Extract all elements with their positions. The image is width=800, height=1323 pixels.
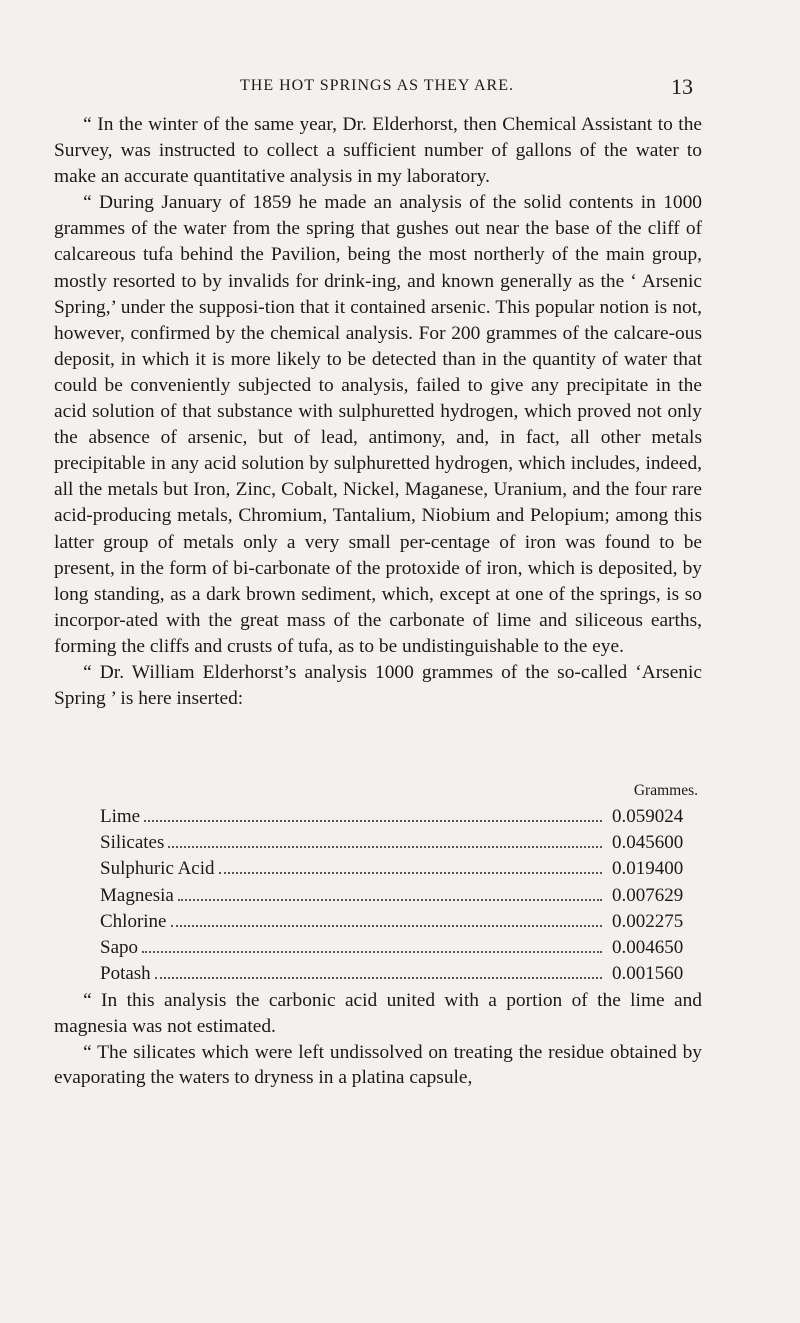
table-row — [100, 911, 704, 937]
substance-value: 0.001560 — [612, 963, 684, 985]
substance-value: 0.045600 — [612, 832, 684, 854]
substance-value: 0.002275 — [612, 910, 684, 932]
dot-leader — [168, 846, 602, 848]
substance-name: Chlorine — [100, 910, 167, 932]
page-number: 13 — [671, 74, 693, 99]
substance-value: 0.059024 — [612, 806, 684, 827]
dot-leader — [171, 925, 603, 927]
substance-name: Lime — [100, 806, 141, 827]
substance-value: 0.007629 — [612, 884, 684, 906]
substance-name: Magnesia — [100, 884, 174, 906]
substance-name: Sulphuric Acid — [100, 858, 215, 880]
table-row — [100, 937, 704, 963]
substance-value: 0.019400 — [612, 858, 684, 880]
paragraph-assignment: “ In the winter of the same year, Dr. Elderhorst, then Chemical Assistant to the Survey, was instructed to collect a sufficient number of gallons of the water to make an accurate quantitative analysis in my laboratory. — [54, 114, 702, 188]
dot-leader — [178, 899, 602, 901]
substance-name: Sapo — [100, 936, 138, 958]
dot-leader — [142, 951, 602, 953]
paragraph-silicates: “ The silicates which were left undissolved on treating the residue obtained by evaporating the waters to dryness in a platina capsule, — [54, 1041, 702, 1089]
unit-header: Grammes. — [633, 782, 698, 799]
substance-name: Potash — [100, 963, 151, 985]
body-text — [54, 112, 702, 712]
closing-text — [54, 988, 702, 1091]
table-row — [100, 832, 704, 858]
paragraph-carbonic-acid: “ In this analysis the carbonic acid united with a portion of the lime and magnesia was not estimated. — [54, 990, 702, 1037]
paragraph-table-intro: “ Dr. William Elderhorst’s analysis 1000 grammes of the so-called ‘Arsenic Spring ’ is here inserted: — [54, 661, 702, 710]
table-row — [100, 858, 704, 884]
dot-leader — [155, 977, 602, 979]
analysis-table — [100, 782, 704, 989]
table-row — [100, 963, 704, 989]
table-row — [100, 885, 704, 911]
substance-name: Silicates — [100, 832, 165, 854]
dot-leader — [219, 872, 602, 874]
running-title: THE HOT SPRINGS AS THEY ARE. — [240, 77, 514, 94]
paragraph-analysis: “ During January of 1859 he made an analysis of the solid contents in 1000 grammes of the water from the spring that gushes out near the base of the cliff of calcareous tufa behind the Pavilion, being the most northerly of the main group, mostly resorted to by invalids for drink-ing, and known generally as the ‘ Arsenic Spring,’ under the supposi-tion that it contained arsenic. This popular notion is not, however, confirmed by the chemical analysis. For 200 grammes of the calcare-ous deposit, in which it is more likely to be detected than in the quantity of water that could be conveniently subjected to analysis, failed to give any precipitate in the acid solution of that substance with sulphuretted hydrogen, which proved not only the absence of arsenic, but of lead, antimony, and, in fact, all other metals precipitable in any acid solution by sulphuretted hydrogen, which includes, indeed, all the metals but Iron, Zinc, Cobalt, Nickel, Maganese, Uranium, and the four rare acid-producing metals, Chromium, Tantalium, Niobium and Pelopium; among this latter group of metals only a very small per-centage of iron was found to be present, in the form of bi-carbonate of the protoxide of iron, which is deposited, by long standing, as a dark brown sediment, which, except at one of the springs, is so incorpor-ated with the great mass of the carbonate of lime and siliceous earths, forming the cliffs and crusts of tufa, as to be undistinguishable to the eye. — [54, 192, 702, 657]
dot-leader — [144, 820, 602, 822]
substance-value: 0.004650 — [612, 936, 684, 958]
table-row — [100, 806, 704, 832]
